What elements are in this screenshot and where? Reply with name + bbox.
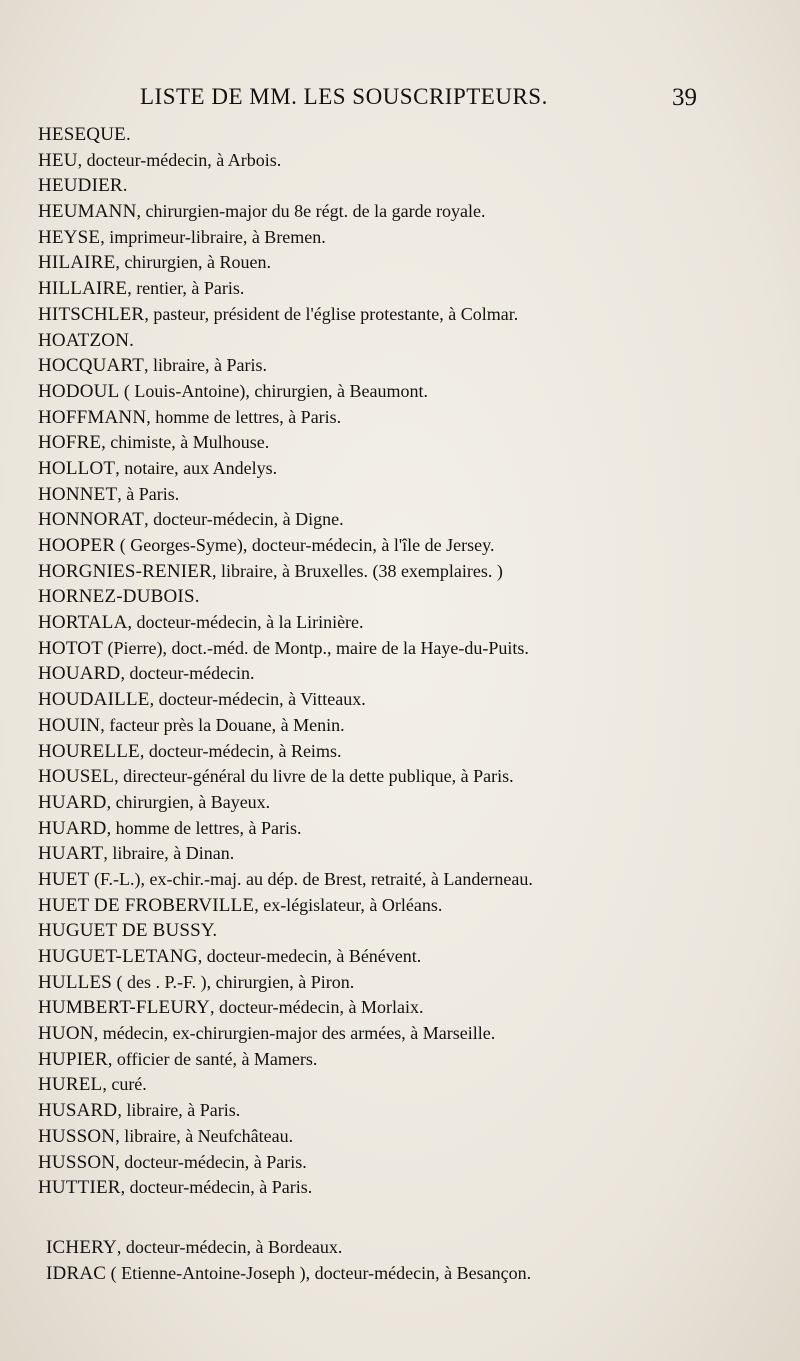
subscriber-details: , notaire, aux Andelys. xyxy=(115,457,278,478)
subscriber-entry xyxy=(38,353,758,379)
subscriber-entry xyxy=(38,276,758,302)
subscriber-entry xyxy=(38,944,758,970)
subscriber-entry xyxy=(38,328,758,354)
subscriber-name: HOUDAILLE xyxy=(38,689,150,711)
subscriber-entry xyxy=(38,559,758,585)
subscriber-details: , homme de lettres, à Paris. xyxy=(146,406,342,427)
subscriber-entry xyxy=(38,713,758,739)
subscriber-name: HUSSON xyxy=(38,1151,116,1173)
subscriber-details: , docteur-medecin, à Bénévent. xyxy=(197,946,422,966)
subscriber-entry xyxy=(38,661,758,687)
subscriber-entry xyxy=(38,636,758,662)
subscriber-details: , officier de santé, à Mamers. xyxy=(107,1048,318,1069)
subscriber-details: , docteur-médecin, à la Lirinière. xyxy=(127,612,364,633)
subscriber-details: , facteur près la Douane, à Menin. xyxy=(100,714,345,735)
subscriber-entry xyxy=(38,867,758,893)
subscriber-name: HOFRE xyxy=(38,432,102,454)
subscriber-name: HEU xyxy=(38,149,78,171)
subscriber-name: HOUSEL xyxy=(38,766,115,788)
subscriber-details: , libraire, à Neufchâteau. xyxy=(115,1125,294,1146)
subscriber-entry xyxy=(38,610,758,636)
subscriber-details: , docteur-médecin, à Paris. xyxy=(115,1151,307,1172)
subscriber-entry xyxy=(38,533,758,559)
subscriber-details: , médecin, ex-chirurgien-major des armées, à Marseille. xyxy=(93,1023,496,1044)
subscriber-entry xyxy=(38,199,758,225)
subscriber-entry xyxy=(38,225,758,251)
subscriber-entry xyxy=(38,456,758,482)
subscriber-details: , docteur-médecin, à Digne. xyxy=(144,509,344,530)
subscriber-name: HORGNIES-RENIER xyxy=(38,560,212,582)
subscriber-name: HUARD xyxy=(38,817,107,839)
subscriber-entry xyxy=(38,482,758,508)
subscriber-details: , imprimeur-libraire, à Bremen. xyxy=(100,226,326,247)
subscriber-entry xyxy=(38,584,758,610)
subscriber-details: ( Louis-Antoine), chirurgien, à Beaumont. xyxy=(119,380,429,401)
subscriber-entry xyxy=(38,790,758,816)
subscriber-name: HONNORAT xyxy=(38,509,145,531)
subscriber-details: ( Etienne-Antoine-Joseph ), docteur-médecin, à Besançon. xyxy=(106,1262,532,1283)
subscriber-name: HOATZON. xyxy=(38,329,135,351)
subscriber-name: HORTALA xyxy=(38,612,128,634)
subscriber-entry xyxy=(38,430,758,456)
subscriber-name: HUPIER xyxy=(38,1048,108,1070)
subscriber-name: HUON xyxy=(38,1023,94,1045)
subscriber-name: HUMBERT-FLEURY xyxy=(38,997,210,1019)
subscriber-entry xyxy=(38,379,758,405)
subscriber-entry xyxy=(38,1021,758,1047)
subscriber-name: IDRAC xyxy=(46,1262,107,1284)
subscriber-details: , libraire, à Bruxelles. (38 exemplaires. ) xyxy=(212,560,503,581)
subscriber-entry xyxy=(38,148,758,174)
subscriber-name: HEUDIER. xyxy=(38,175,128,197)
subscriber-entry xyxy=(38,122,758,148)
subscriber-name: HOUARD xyxy=(38,663,121,685)
subscriber-name: HUARD xyxy=(38,791,107,813)
subscriber-name: HOTOT xyxy=(38,637,104,659)
subscriber-name: HOCQUART xyxy=(38,355,145,377)
subscriber-name: HODOUL xyxy=(38,380,120,402)
subscriber-entry xyxy=(38,1150,758,1176)
subscriber-name: HUSARD xyxy=(38,1100,118,1122)
subscriber-name: ICHERY xyxy=(46,1237,117,1258)
subscriber-details: (F.-L.), ex-chir.-maj. au dép. de Brest, retraité, à Landerneau. xyxy=(89,868,533,889)
subscriber-entry xyxy=(38,841,758,867)
subscriber-name: HESEQUE. xyxy=(38,124,131,145)
subscriber-name: HUREL xyxy=(38,1074,103,1096)
subscriber-entry xyxy=(38,816,758,842)
subscriber-list-h xyxy=(38,122,758,1201)
page-header xyxy=(0,84,800,120)
subscriber-name: HUGUET DE BUSSY. xyxy=(38,920,218,942)
subscriber-name: HUET xyxy=(38,868,90,890)
subscriber-name: HULLES xyxy=(38,971,113,993)
subscriber-details: , directeur-général du livre de la dette publique, à Paris. xyxy=(114,766,514,787)
subscriber-name: HOLLOT xyxy=(38,457,116,479)
subscriber-name: HUSSON xyxy=(38,1125,116,1147)
subscriber-name: HEYSE xyxy=(38,226,101,248)
subscriber-entry xyxy=(38,1175,758,1201)
running-title: LISTE DE MM. LES SOUSCRIPTEURS. xyxy=(140,84,548,109)
subscriber-details: ( Georges-Syme), docteur-médecin, à l'île de Jersey. xyxy=(115,535,495,555)
subscriber-name: HITSCHLER xyxy=(38,303,145,325)
subscriber-entry xyxy=(38,1072,758,1098)
subscriber-entry xyxy=(38,1124,758,1150)
subscriber-name: HOURELLE xyxy=(38,740,140,762)
subscriber-details: , docteur-médecin, à Reims. xyxy=(139,740,342,761)
subscriber-name: HILAIRE xyxy=(38,252,116,274)
subscriber-entry xyxy=(38,739,758,765)
subscriber-details: (Pierre), doct.-méd. de Montp., maire de la Haye-du-Puits. xyxy=(103,637,529,658)
subscriber-entry xyxy=(46,1261,766,1287)
subscriber-details: , libraire, à Dinan. xyxy=(103,843,235,864)
subscriber-details: , chirurgien-major du 8e régt. de la garde royale. xyxy=(136,201,486,222)
page-number: 39 xyxy=(672,84,697,111)
subscriber-entry xyxy=(38,173,758,199)
subscriber-entry xyxy=(38,250,758,276)
subscriber-details: , docteur-médecin, à Vitteaux. xyxy=(149,689,366,710)
subscriber-list-i xyxy=(46,1235,766,1286)
subscriber-name: HUET DE FROBERVILLE xyxy=(38,894,255,916)
subscriber-details: , docteur-médecin, à Arbois. xyxy=(77,149,282,170)
subscriber-name: HUART xyxy=(38,843,104,865)
subscriber-details: , chimiste, à Mulhouse. xyxy=(101,432,270,453)
subscriber-name: HILLAIRE xyxy=(38,278,128,300)
subscriber-details: , docteur-médecin. xyxy=(120,663,255,684)
subscriber-details: , ex-législateur, à Orléans. xyxy=(254,894,443,915)
subscriber-name: HUGUET-LETANG xyxy=(38,946,198,967)
subscriber-name: HEUMANN xyxy=(38,201,137,223)
subscriber-entry xyxy=(38,918,758,944)
subscriber-details: , curé. xyxy=(102,1074,147,1095)
subscriber-name: HORNEZ-DUBOIS. xyxy=(38,586,200,608)
subscriber-name: HOOPER xyxy=(38,535,116,556)
subscriber-entry xyxy=(38,1047,758,1073)
subscriber-name: HOUIN xyxy=(38,714,101,736)
subscriber-details: , pasteur, président de l'église protestante, à Colmar. xyxy=(144,303,519,324)
subscriber-details: , docteur-médecin, à Paris. xyxy=(120,1177,313,1198)
subscriber-entry xyxy=(38,893,758,919)
subscriber-name: HUTTIER xyxy=(38,1177,121,1199)
subscriber-details: , rentier, à Paris. xyxy=(127,278,245,299)
subscriber-details: , à Paris. xyxy=(117,483,180,504)
subscriber-entry xyxy=(38,764,758,790)
subscriber-details: , libraire, à Paris. xyxy=(144,355,267,376)
subscriber-details: , docteur-médecin, à Bordeaux. xyxy=(116,1237,343,1257)
subscriber-entry xyxy=(38,507,758,533)
subscriber-entry xyxy=(38,995,758,1021)
subscriber-entry xyxy=(46,1235,766,1261)
subscriber-details: ( des . P.-F. ), chirurgien, à Piron. xyxy=(112,971,355,992)
subscriber-entry xyxy=(38,687,758,713)
subscriber-details: , docteur-médecin, à Morlaix. xyxy=(209,997,424,1018)
subscriber-details: , chirurgien, à Bayeux. xyxy=(106,791,271,812)
subscriber-details: , libraire, à Paris. xyxy=(117,1100,241,1121)
subscriber-name: HONNET xyxy=(38,483,118,505)
subscriber-details: , chirurgien, à Rouen. xyxy=(115,252,272,273)
subscriber-details: , homme de lettres, à Paris. xyxy=(106,817,302,838)
subscriber-entry xyxy=(38,302,758,328)
subscriber-entry xyxy=(38,405,758,431)
subscriber-entry xyxy=(38,970,758,996)
subscriber-entry xyxy=(38,1098,758,1124)
subscriber-name: HOFFMANN xyxy=(38,406,147,428)
